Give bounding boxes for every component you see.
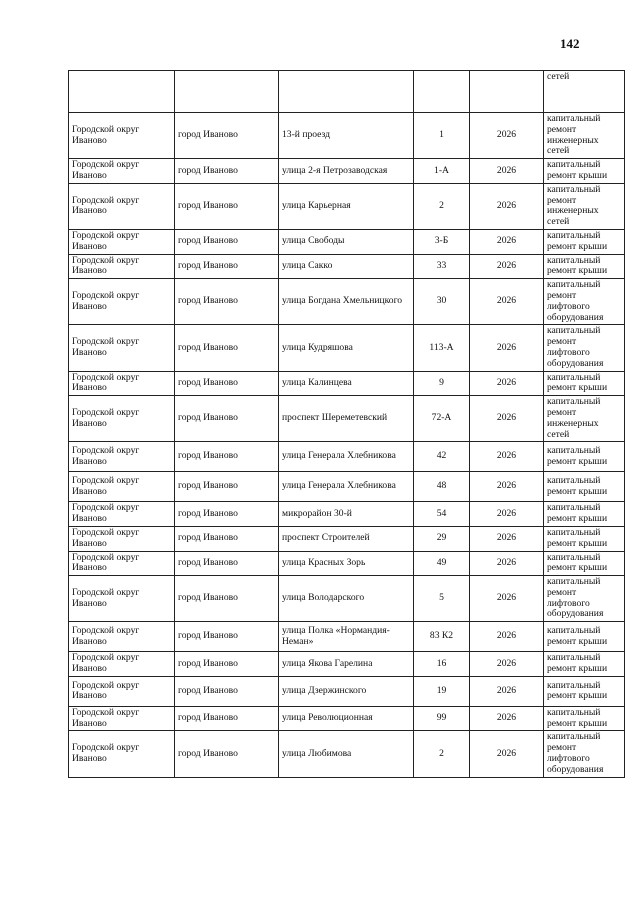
cell-work-type: капитальный ремонт лифтового оборудования [544, 279, 625, 325]
cell-year: 2026 [470, 113, 544, 159]
cell-locality: город Иваново [175, 706, 279, 731]
cell-street: микрорайон 30-й [279, 502, 414, 527]
cell-work-type: капитальный ремонт крыши [544, 159, 625, 184]
cell-work-type: капитальный ремонт крыши [544, 254, 625, 279]
cell-district: Городской округ Иваново [69, 183, 175, 229]
cell-district: Городской округ Иваново [69, 442, 175, 472]
cell-year: 2026 [470, 159, 544, 184]
cell-district: Городской округ Иваново [69, 526, 175, 551]
cell-house: 5 [414, 576, 470, 622]
cell-locality: город Иваново [175, 371, 279, 396]
repair-schedule-table [68, 70, 625, 778]
cell-work-type: капитальный ремонт крыши [544, 676, 625, 706]
table-row [69, 502, 625, 527]
cell-house: 19 [414, 676, 470, 706]
cell-work-type: капитальный ремонт крыши [544, 371, 625, 396]
cell-district: Городской округ Иваново [69, 159, 175, 184]
cell-year: 2026 [470, 183, 544, 229]
cell-house: 54 [414, 502, 470, 527]
cell-district: Городской округ Иваново [69, 279, 175, 325]
cell-house: 16 [414, 652, 470, 677]
cell-street: проспект Шереметевский [279, 396, 414, 442]
cell-house: 9 [414, 371, 470, 396]
table-row [69, 622, 625, 652]
cell-street: улица Карьерная [279, 183, 414, 229]
cell-work-type: капитальный ремонт крыши [544, 652, 625, 677]
cell-work-type: капитальный ремонт лифтового оборудования [544, 325, 625, 371]
cell-district: Городской округ Иваново [69, 576, 175, 622]
cell-work-type: капитальный ремонт инженерных сетей [544, 396, 625, 442]
cell-house: 83 К2 [414, 622, 470, 652]
cell-house: 1-А [414, 159, 470, 184]
cell-district: Городской округ Иваново [69, 622, 175, 652]
cell-district: Городской округ Иваново [69, 676, 175, 706]
cell-year: 2026 [470, 254, 544, 279]
cell-year: 2026 [470, 622, 544, 652]
cell-district [69, 71, 175, 113]
cell-locality [175, 71, 279, 113]
cell-street [279, 71, 414, 113]
cell-house [414, 71, 470, 113]
cell-year: 2026 [470, 325, 544, 371]
cell-locality: город Иваново [175, 652, 279, 677]
cell-locality: город Иваново [175, 731, 279, 777]
cell-house: 1 [414, 113, 470, 159]
cell-work-type: капитальный ремонт лифтового оборудования [544, 731, 625, 777]
cell-year: 2026 [470, 551, 544, 576]
cell-locality: город Иваново [175, 442, 279, 472]
cell-street: проспект Строителей [279, 526, 414, 551]
cell-work-type: капитальный ремонт крыши [544, 502, 625, 527]
cell-district: Городской округ Иваново [69, 254, 175, 279]
cell-district: Городской округ Иваново [69, 731, 175, 777]
cell-locality: город Иваново [175, 551, 279, 576]
cell-house: 99 [414, 706, 470, 731]
cell-house: 29 [414, 526, 470, 551]
cell-district: Городской округ Иваново [69, 502, 175, 527]
table-row [69, 472, 625, 502]
table-row [69, 229, 625, 254]
cell-year: 2026 [470, 731, 544, 777]
cell-street: улица Дзержинского [279, 676, 414, 706]
cell-year: 2026 [470, 279, 544, 325]
cell-work-type: сетей [544, 71, 625, 113]
cell-district: Городской округ Иваново [69, 551, 175, 576]
table-row [69, 254, 625, 279]
table-body [69, 71, 625, 778]
cell-locality: город Иваново [175, 279, 279, 325]
cell-street: улица Кудряшова [279, 325, 414, 371]
cell-house: 3-Б [414, 229, 470, 254]
cell-house: 30 [414, 279, 470, 325]
cell-locality: город Иваново [175, 159, 279, 184]
table-row [69, 159, 625, 184]
cell-work-type: капитальный ремонт крыши [544, 622, 625, 652]
cell-work-type: капитальный ремонт лифтового оборудования [544, 576, 625, 622]
cell-street: улица Полка «Нормандия-Неман» [279, 622, 414, 652]
cell-work-type: капитальный ремонт инженерных сетей [544, 113, 625, 159]
cell-street: улица Свободы [279, 229, 414, 254]
cell-street: улица Любимова [279, 731, 414, 777]
cell-street: улица Калинцева [279, 371, 414, 396]
cell-locality: город Иваново [175, 622, 279, 652]
table-row [69, 183, 625, 229]
cell-year [470, 71, 544, 113]
cell-locality: город Иваново [175, 502, 279, 527]
cell-street: улица Якова Гарелина [279, 652, 414, 677]
cell-locality: город Иваново [175, 229, 279, 254]
cell-street: улица 2-я Петрозаводская [279, 159, 414, 184]
cell-locality: город Иваново [175, 183, 279, 229]
table-row [69, 113, 625, 159]
cell-work-type: капитальный ремонт инженерных сетей [544, 183, 625, 229]
table-row [69, 551, 625, 576]
cell-street: улица Володарского [279, 576, 414, 622]
table-row [69, 652, 625, 677]
cell-work-type: капитальный ремонт крыши [544, 472, 625, 502]
table-row [69, 526, 625, 551]
cell-district: Городской округ Иваново [69, 706, 175, 731]
cell-house: 48 [414, 472, 470, 502]
continuation-row [69, 71, 625, 113]
cell-locality: город Иваново [175, 526, 279, 551]
cell-street: 13-й проезд [279, 113, 414, 159]
cell-district: Городской округ Иваново [69, 396, 175, 442]
cell-street: улица Красных Зорь [279, 551, 414, 576]
cell-locality: город Иваново [175, 472, 279, 502]
table-row [69, 576, 625, 622]
cell-house: 113-А [414, 325, 470, 371]
cell-locality: город Иваново [175, 113, 279, 159]
table-row [69, 371, 625, 396]
cell-street: улица Богдана Хмельницкого [279, 279, 414, 325]
cell-year: 2026 [470, 676, 544, 706]
table-row [69, 442, 625, 472]
cell-locality: город Иваново [175, 254, 279, 279]
cell-house: 2 [414, 183, 470, 229]
cell-year: 2026 [470, 706, 544, 731]
cell-house: 49 [414, 551, 470, 576]
cell-year: 2026 [470, 526, 544, 551]
cell-house: 33 [414, 254, 470, 279]
cell-year: 2026 [470, 229, 544, 254]
cell-year: 2026 [470, 371, 544, 396]
cell-district: Городской округ Иваново [69, 652, 175, 677]
table-row [69, 676, 625, 706]
table-row [69, 731, 625, 777]
cell-work-type: капитальный ремонт крыши [544, 551, 625, 576]
cell-work-type: капитальный ремонт крыши [544, 526, 625, 551]
table-row [69, 396, 625, 442]
cell-locality: город Иваново [175, 325, 279, 371]
table-row [69, 706, 625, 731]
cell-house: 42 [414, 442, 470, 472]
table-row [69, 325, 625, 371]
cell-year: 2026 [470, 472, 544, 502]
cell-district: Городской округ Иваново [69, 229, 175, 254]
page-number: 142 [560, 36, 580, 51]
cell-street: улица Генерала Хлебникова [279, 442, 414, 472]
cell-year: 2026 [470, 576, 544, 622]
cell-street: улица Сакко [279, 254, 414, 279]
cell-year: 2026 [470, 396, 544, 442]
cell-district: Городской округ Иваново [69, 113, 175, 159]
cell-house: 72-А [414, 396, 470, 442]
cell-locality: город Иваново [175, 576, 279, 622]
cell-locality: город Иваново [175, 396, 279, 442]
cell-year: 2026 [470, 502, 544, 527]
cell-district: Городской округ Иваново [69, 472, 175, 502]
cell-district: Городской округ Иваново [69, 371, 175, 396]
cell-street: улица Революционная [279, 706, 414, 731]
table-row [69, 279, 625, 325]
cell-work-type: капитальный ремонт крыши [544, 229, 625, 254]
cell-year: 2026 [470, 442, 544, 472]
cell-house: 2 [414, 731, 470, 777]
cell-work-type: капитальный ремонт крыши [544, 706, 625, 731]
cell-locality: город Иваново [175, 676, 279, 706]
cell-street: улица Генерала Хлебникова [279, 472, 414, 502]
cell-district: Городской округ Иваново [69, 325, 175, 371]
cell-year: 2026 [470, 652, 544, 677]
cell-work-type: капитальный ремонт крыши [544, 442, 625, 472]
